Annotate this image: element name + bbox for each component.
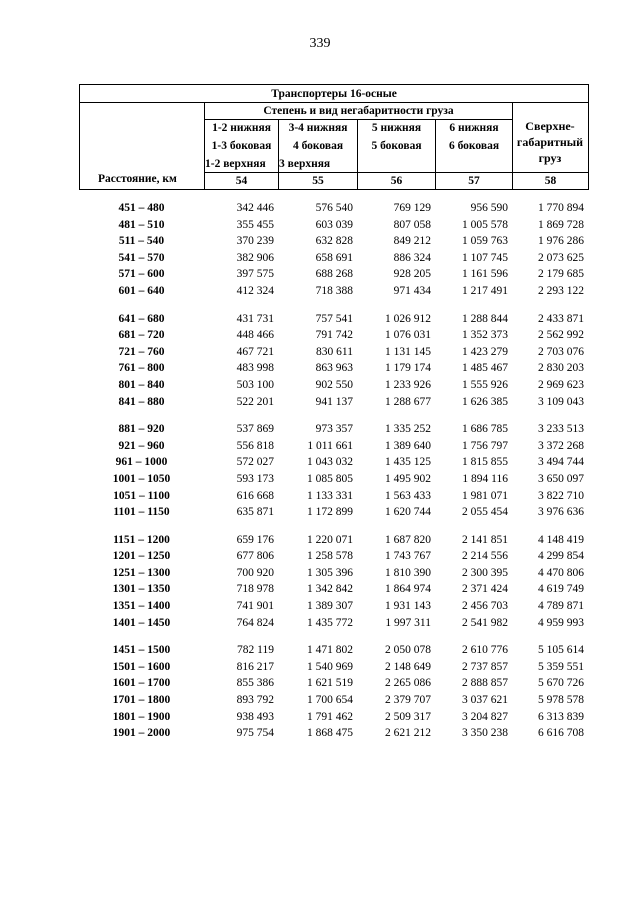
distance-cell: 511 – 540 [118, 235, 165, 248]
value-cell: 2 055 454 [462, 506, 508, 519]
value-cell: 1 258 578 [307, 550, 353, 563]
table-row [79, 659, 588, 676]
value-cell: 741 901 [236, 600, 274, 613]
value-cell: 1 686 785 [462, 423, 508, 436]
value-cell: 2 888 857 [462, 677, 508, 690]
value-cell: 3 976 636 [538, 506, 584, 519]
value-cell: 5 105 614 [538, 644, 584, 657]
group-spacer [79, 521, 588, 532]
value-cell: 2 703 076 [538, 345, 584, 358]
value-cell: 902 550 [315, 378, 353, 391]
value-cell: 2 737 857 [462, 660, 508, 673]
value-cell: 700 920 [236, 566, 274, 579]
value-cell: 1 233 926 [385, 378, 431, 391]
value-cell: 1 305 396 [307, 566, 353, 579]
value-cell: 1 495 902 [385, 472, 431, 485]
table-row [79, 598, 588, 615]
value-cell: 3 494 744 [538, 456, 584, 469]
value-cell: 2 265 086 [385, 677, 431, 690]
value-cell: 632 828 [315, 235, 353, 248]
distance-cell: 1001 – 1050 [112, 472, 171, 485]
value-cell: 1 131 145 [385, 345, 431, 358]
oversize-header: Сверхне- габаритный груз [516, 119, 584, 165]
value-cell: 764 824 [236, 616, 274, 629]
distance-cell: 451 – 480 [118, 202, 165, 214]
value-cell: 2 621 212 [385, 727, 431, 740]
value-cell: 1 931 143 [385, 600, 431, 613]
value-cell: 1 085 805 [307, 472, 353, 485]
value-cell: 6 313 839 [538, 710, 584, 723]
distance-cell: 921 – 960 [118, 439, 165, 452]
table-row [79, 311, 588, 328]
subtitle-header: Степень и вид негабаритности груза [205, 103, 513, 120]
value-cell: 1 389 307 [307, 600, 353, 613]
value-cell: 5 670 726 [538, 677, 584, 690]
column-header-57: 6 нижняя 6 боковая [436, 120, 513, 173]
distance-cell: 761 – 800 [118, 362, 165, 375]
distance-cell: 1101 – 1150 [113, 506, 170, 519]
value-cell: 2 179 685 [538, 268, 584, 281]
table-row [79, 233, 588, 250]
table-row [79, 344, 588, 361]
table-row [79, 504, 588, 521]
group-spacer [79, 300, 588, 311]
distance-cell: 1251 – 1300 [112, 566, 171, 579]
value-cell: 1 352 373 [462, 329, 508, 342]
value-cell: 4 619 749 [538, 583, 584, 596]
column-number-55: 55 [279, 173, 358, 190]
value-cell: 863 963 [315, 362, 353, 375]
value-cell: 782 119 [237, 644, 274, 657]
value-cell: 659 176 [236, 533, 274, 546]
value-cell: 1 997 311 [385, 616, 431, 629]
value-cell: 467 721 [236, 345, 274, 358]
column-number-57: 57 [436, 173, 513, 190]
value-cell: 4 148 419 [538, 533, 584, 546]
value-cell: 2 562 992 [538, 329, 584, 342]
value-cell: 1 172 899 [307, 506, 353, 519]
table-row [79, 725, 588, 742]
value-cell: 3 204 827 [462, 710, 508, 723]
value-cell: 1 555 926 [462, 378, 508, 391]
page-number: 339 [309, 36, 331, 51]
value-cell: 658 691 [315, 251, 353, 264]
value-cell: 503 100 [236, 378, 274, 391]
value-cell: 1 540 969 [307, 660, 353, 673]
value-cell: 938 493 [236, 710, 274, 723]
value-cell: 3 233 513 [538, 423, 584, 436]
value-cell: 791 742 [315, 329, 353, 342]
value-cell: 1 810 390 [385, 566, 431, 579]
distance-cell: 1401 – 1450 [112, 616, 171, 629]
value-cell: 1 869 728 [538, 218, 584, 231]
distance-cell: 1051 – 1100 [113, 489, 170, 502]
value-cell: 593 173 [236, 472, 274, 485]
value-cell: 956 590 [470, 202, 508, 214]
value-cell: 3 650 097 [538, 472, 584, 485]
distance-header: Расстояние, км [80, 103, 205, 190]
value-cell: 973 357 [315, 423, 353, 436]
value-cell: 382 906 [236, 251, 274, 264]
value-cell: 1 621 519 [307, 677, 353, 690]
distance-cell: 601 – 640 [118, 284, 165, 297]
table-row [79, 438, 588, 455]
table-row [79, 709, 588, 726]
value-cell: 603 039 [315, 218, 353, 231]
value-cell: 2 073 625 [538, 251, 584, 264]
value-cell: 1 743 767 [385, 550, 431, 563]
value-cell: 4 789 871 [538, 600, 584, 613]
value-cell: 1 756 797 [462, 439, 508, 452]
value-cell: 941 137 [315, 395, 353, 408]
value-cell: 2 300 395 [462, 566, 508, 579]
data-table [79, 200, 588, 742]
value-cell: 849 212 [393, 235, 431, 248]
distance-cell: 1451 – 1500 [112, 644, 171, 657]
value-cell: 4 959 993 [538, 616, 584, 629]
value-cell: 1 026 912 [385, 312, 431, 325]
value-cell: 2 830 203 [538, 362, 584, 375]
value-cell: 1 976 286 [538, 235, 584, 248]
table-row [79, 200, 588, 217]
value-cell: 1 868 475 [307, 727, 353, 740]
value-cell: 1 179 174 [385, 362, 431, 375]
value-cell: 928 205 [393, 268, 431, 281]
value-cell: 855 386 [236, 677, 274, 690]
value-cell: 2 141 851 [462, 533, 508, 546]
value-cell: 1 389 640 [385, 439, 431, 452]
table-row [79, 532, 588, 549]
distance-cell: 1301 – 1350 [112, 583, 171, 596]
column-number-54: 54 [205, 173, 279, 190]
distance-cell: 1901 – 2000 [112, 727, 171, 740]
value-cell: 1 894 116 [462, 472, 508, 485]
table-row [79, 327, 588, 344]
value-cell: 769 129 [393, 202, 431, 214]
value-cell: 370 239 [236, 235, 274, 248]
value-cell: 971 434 [393, 284, 431, 297]
table-row [79, 283, 588, 300]
value-cell: 635 871 [236, 506, 274, 519]
distance-cell: 841 – 880 [118, 395, 165, 408]
value-cell: 1 435 772 [307, 616, 353, 629]
group-spacer [79, 631, 588, 642]
value-cell: 807 058 [393, 218, 431, 231]
value-cell: 975 754 [236, 727, 274, 740]
value-cell: 2 371 424 [462, 583, 508, 596]
table-row [79, 421, 588, 438]
table-row [79, 217, 588, 234]
value-cell: 1 687 820 [385, 533, 431, 546]
column-number-58: 58 [513, 173, 589, 190]
value-cell: 1 005 578 [462, 218, 508, 231]
value-cell: 397 575 [236, 268, 274, 281]
value-cell: 412 324 [236, 284, 274, 297]
value-cell: 572 027 [236, 456, 274, 469]
table-row [79, 642, 588, 659]
value-cell: 1 043 032 [307, 456, 353, 469]
value-cell: 576 540 [315, 202, 353, 214]
value-cell: 830 611 [316, 345, 353, 358]
value-cell: 2 509 317 [385, 710, 431, 723]
value-cell: 1 770 894 [538, 202, 584, 214]
table-row [79, 471, 588, 488]
distance-cell: 1701 – 1800 [112, 694, 171, 707]
value-cell: 893 792 [236, 694, 274, 707]
table-row [79, 488, 588, 505]
value-cell: 6 616 708 [538, 727, 584, 740]
value-cell: 1 981 071 [462, 489, 508, 502]
distance-cell: 571 – 600 [118, 268, 165, 281]
table-row [79, 692, 588, 709]
distance-cell: 1151 – 1200 [113, 533, 170, 546]
value-cell: 5 359 551 [538, 660, 584, 673]
value-cell: 757 541 [315, 312, 353, 325]
value-cell: 1 435 125 [385, 456, 431, 469]
value-cell: 1 011 661 [307, 439, 353, 452]
distance-cell: 961 – 1000 [115, 456, 168, 469]
value-cell: 1 864 974 [385, 583, 431, 596]
distance-cell: 1601 – 1700 [112, 677, 171, 690]
group-spacer [79, 410, 588, 421]
value-cell: 1 161 596 [462, 268, 508, 281]
value-cell: 816 217 [236, 660, 274, 673]
value-cell: 3 822 710 [538, 489, 584, 502]
value-cell: 1 288 844 [462, 312, 508, 325]
value-cell: 1 626 385 [462, 395, 508, 408]
value-cell: 1 620 744 [385, 506, 431, 519]
value-cell: 886 324 [393, 251, 431, 264]
value-cell: 3 372 268 [538, 439, 584, 452]
table-row [79, 454, 588, 471]
value-cell: 2 379 707 [385, 694, 431, 707]
table-row [79, 266, 588, 283]
value-cell: 556 818 [236, 439, 274, 452]
value-cell: 3 037 621 [462, 694, 508, 707]
table-row [79, 394, 588, 411]
table-header [79, 84, 588, 190]
value-cell: 1 563 433 [385, 489, 431, 502]
distance-cell: 641 – 680 [118, 312, 165, 325]
value-cell: 483 998 [236, 362, 274, 375]
value-cell: 2 214 556 [462, 550, 508, 563]
value-cell: 2 610 776 [462, 644, 508, 657]
value-cell: 1 217 491 [462, 284, 508, 297]
value-cell: 718 978 [236, 583, 274, 596]
value-cell: 688 268 [315, 268, 353, 281]
table-row [79, 548, 588, 565]
value-cell: 4 299 854 [538, 550, 584, 563]
distance-cell: 801 – 840 [118, 378, 165, 391]
value-cell: 1 485 467 [462, 362, 508, 375]
distance-cell: 1801 – 1900 [112, 710, 171, 723]
distance-cell: 681 – 720 [118, 329, 165, 342]
distance-cell: 721 – 760 [118, 345, 165, 358]
value-cell: 1 815 855 [462, 456, 508, 469]
value-cell: 1 220 071 [307, 533, 353, 546]
value-cell: 355 455 [236, 218, 274, 231]
value-cell: 616 668 [236, 489, 274, 502]
value-cell: 3 350 238 [462, 727, 508, 740]
value-cell: 1 288 677 [385, 395, 431, 408]
value-cell: 342 446 [236, 202, 274, 214]
table-row [79, 250, 588, 267]
value-cell: 448 466 [236, 329, 274, 342]
value-cell: 2 148 649 [385, 660, 431, 673]
distance-cell: 541 – 570 [118, 251, 165, 264]
distance-cell: 1501 – 1600 [112, 660, 171, 673]
value-cell: 2 541 982 [462, 616, 508, 629]
value-cell: 1 791 462 [307, 710, 353, 723]
value-cell: 2 050 078 [385, 644, 431, 657]
table-row [79, 377, 588, 394]
value-cell: 1 471 802 [307, 644, 353, 657]
table-row [79, 581, 588, 598]
value-cell: 1 700 654 [307, 694, 353, 707]
value-cell: 2 433 871 [538, 312, 584, 325]
value-cell: 2 969 623 [538, 378, 584, 391]
value-cell: 1 342 842 [307, 583, 353, 596]
distance-cell: 1201 – 1250 [112, 550, 171, 563]
column-header-54: 1-2 нижняя 1-3 боковая 1-2 верхняя [205, 120, 279, 173]
table-row [79, 675, 588, 692]
value-cell: 4 470 806 [538, 566, 584, 579]
table-row [79, 615, 588, 632]
value-cell: 1 107 745 [462, 251, 508, 264]
table-row [79, 360, 588, 377]
value-cell: 1 133 331 [307, 489, 353, 502]
value-cell: 1 423 279 [462, 345, 508, 358]
value-cell: 5 978 578 [538, 694, 584, 707]
distance-cell: 481 – 510 [118, 218, 165, 231]
table-title: Транспортеры 16-осные [80, 85, 589, 103]
column-header-56: 5 нижняя 5 боковая [358, 120, 436, 173]
value-cell: 718 388 [315, 284, 353, 297]
value-cell: 522 201 [236, 395, 274, 408]
column-number-56: 56 [358, 173, 436, 190]
table-row [79, 565, 588, 582]
value-cell: 2 293 122 [538, 284, 584, 297]
value-cell: 431 731 [236, 312, 274, 325]
value-cell: 2 456 703 [462, 600, 508, 613]
value-cell: 1 076 031 [385, 329, 431, 342]
value-cell: 537 869 [236, 423, 274, 436]
distance-cell: 1351 – 1400 [112, 600, 171, 613]
column-header-55: 3-4 нижняя 4 боковая 3 верхняя [279, 120, 358, 173]
value-cell: 3 109 043 [538, 395, 584, 408]
value-cell: 677 806 [236, 550, 274, 563]
value-cell: 1 335 252 [385, 423, 431, 436]
value-cell: 1 059 763 [462, 235, 508, 248]
distance-cell: 881 – 920 [118, 423, 165, 436]
